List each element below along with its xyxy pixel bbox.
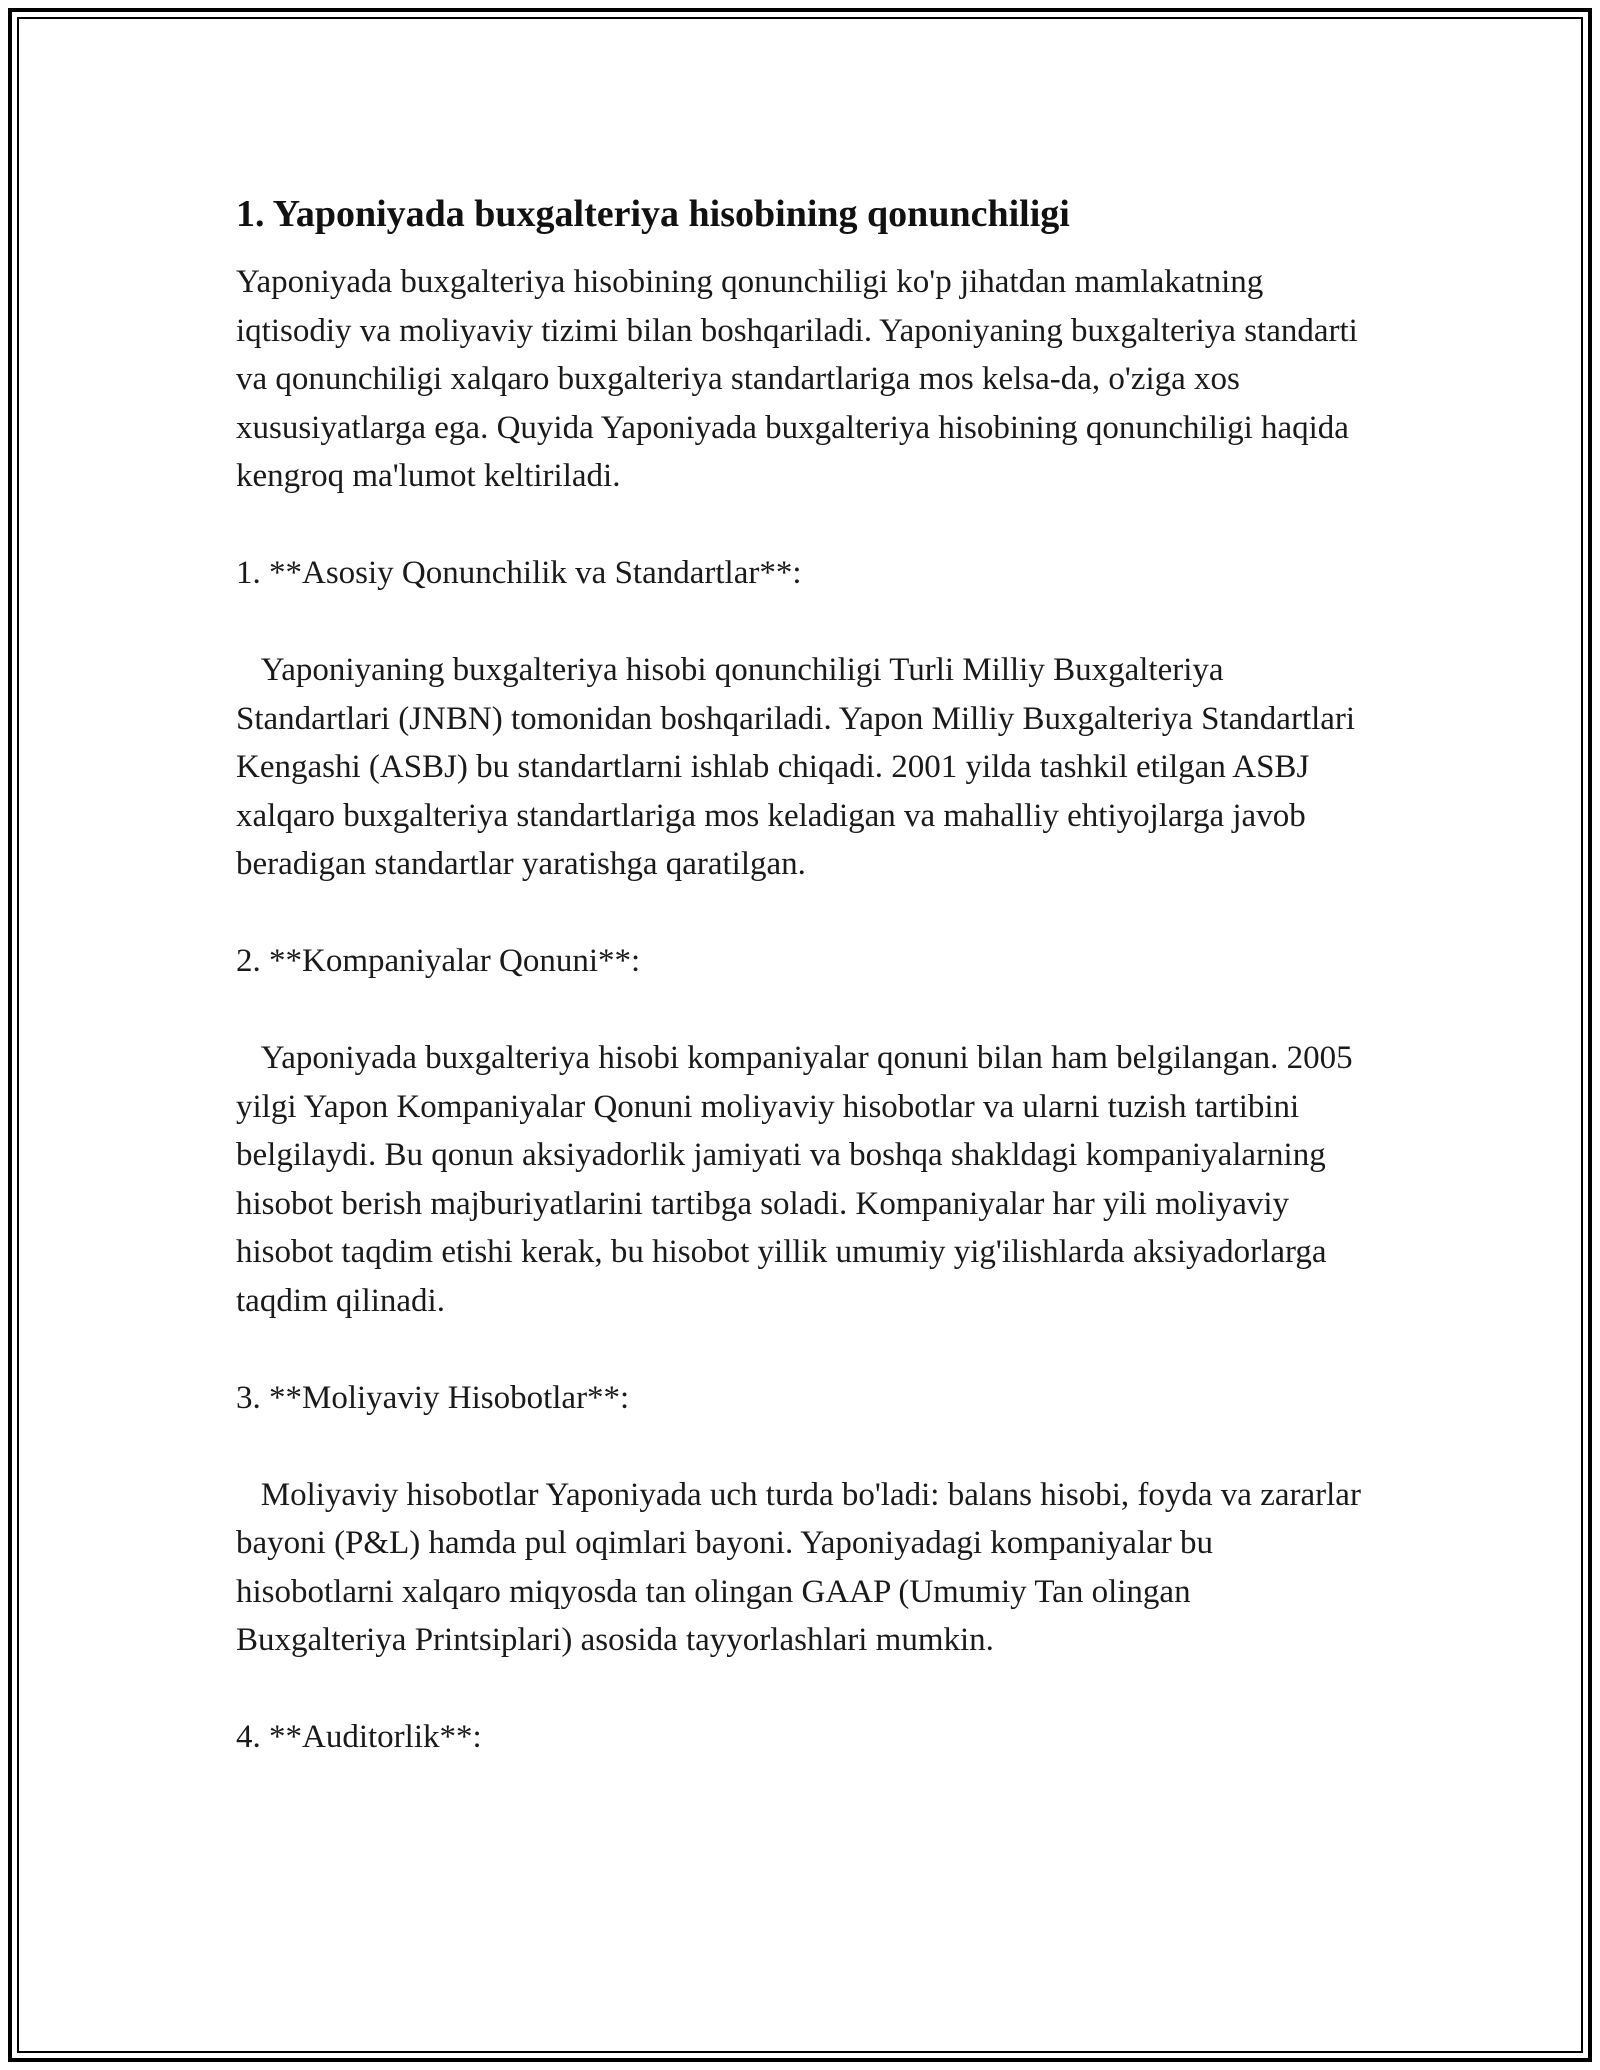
spacer: [236, 889, 1366, 938]
section-4-heading: 4. **Auditorlik**:: [236, 1719, 482, 1755]
spacer: [236, 1665, 1366, 1714]
section-2-heading: 2. **Kompaniyalar Qonuni**:: [236, 943, 641, 979]
document-body: [236, 186, 1370, 1762]
spacer: [236, 598, 1366, 647]
spacer: [236, 1325, 1366, 1374]
section-1-body: Yaponiyaning buxgalteriya hisobi qonunchiligi Turli Milliy Buxgalteriya Standartlari (JNBN) tomonidan boshqariladi. Yapon Milliy Buxgalteriya Standartlari Kengashi (ASBJ) bu standartlarni ishlab chiqadi. 2001 yilda tashkil etilgan ASBJ xalqaro buxgalteriya standartlariga mos keladigan va mahalliy ehtiyojlarga javob beradigan standartlar yaratishga qaratilgan.: [236, 652, 1364, 882]
intro-paragraph: Yaponiyada buxgalteriya hisobining qonunchiligi ko'p jihatdan mamlakatning iqtisodiy va moliyaviy tizimi bilan boshqariladi. Yaponiyaning buxgalteriya standarti va qonunchiligi xalqaro buxgalteriya standartlariga mos kelsa-da, o'ziga xos xususiyatlarga ega. Quyida Yaponiyada buxgalteriya hisobining qonunchiligi haqida kengroq ma'lumot keltiriladi.: [236, 264, 1367, 494]
section-3-heading: 3. **Moliyaviy Hisobotlar**:: [236, 1379, 630, 1416]
section-1-heading: 1. **Asosiy Qonunchilik va Standartlar**:: [236, 555, 802, 591]
section-3-body: Moliyaviy hisobotlar Yaponiyada uch turda bo'ladi: balans hisobi, foyda va zararlar bayoni (P&L) hamda pul oqimlari bayoni. Yaponiyadagi kompaniyalar bu hisobotlarni xalqaro miqyosda tan olingan GAAP (Umumiy Tan olingan Buxgalteriya Printsiplari) asosida tayyorlashlari mumkin.: [236, 1476, 1370, 1658]
spacer: [236, 986, 1366, 1035]
section-2-body: Yaponiyada buxgalteriya hisobi kompaniyalar qonuni bilan ham belgilangan. 2005 yilgi Yapon Kompaniyalar Qonuni moliyaviy hisobotlar va ularni tuzish tartibini belgilaydi. Bu qonun aksiyadorlik jamiyati va boshqa shakldagi kompaniyalarning hisobot berish majburiyatlarini tartibga soladi. Kompaniyalar har yili moliyaviy hisobot taqdim etishi kerak, bu hisobot yillik umumiy yig'ilishlarda aksiyadorlarga taqdim qilinadi.: [236, 1040, 1361, 1319]
document-title: 1. Yaponiyada buxgalteriya hisobining qonunchiligi: [236, 193, 1070, 235]
spacer: [236, 501, 1366, 550]
spacer: [236, 1422, 1366, 1471]
